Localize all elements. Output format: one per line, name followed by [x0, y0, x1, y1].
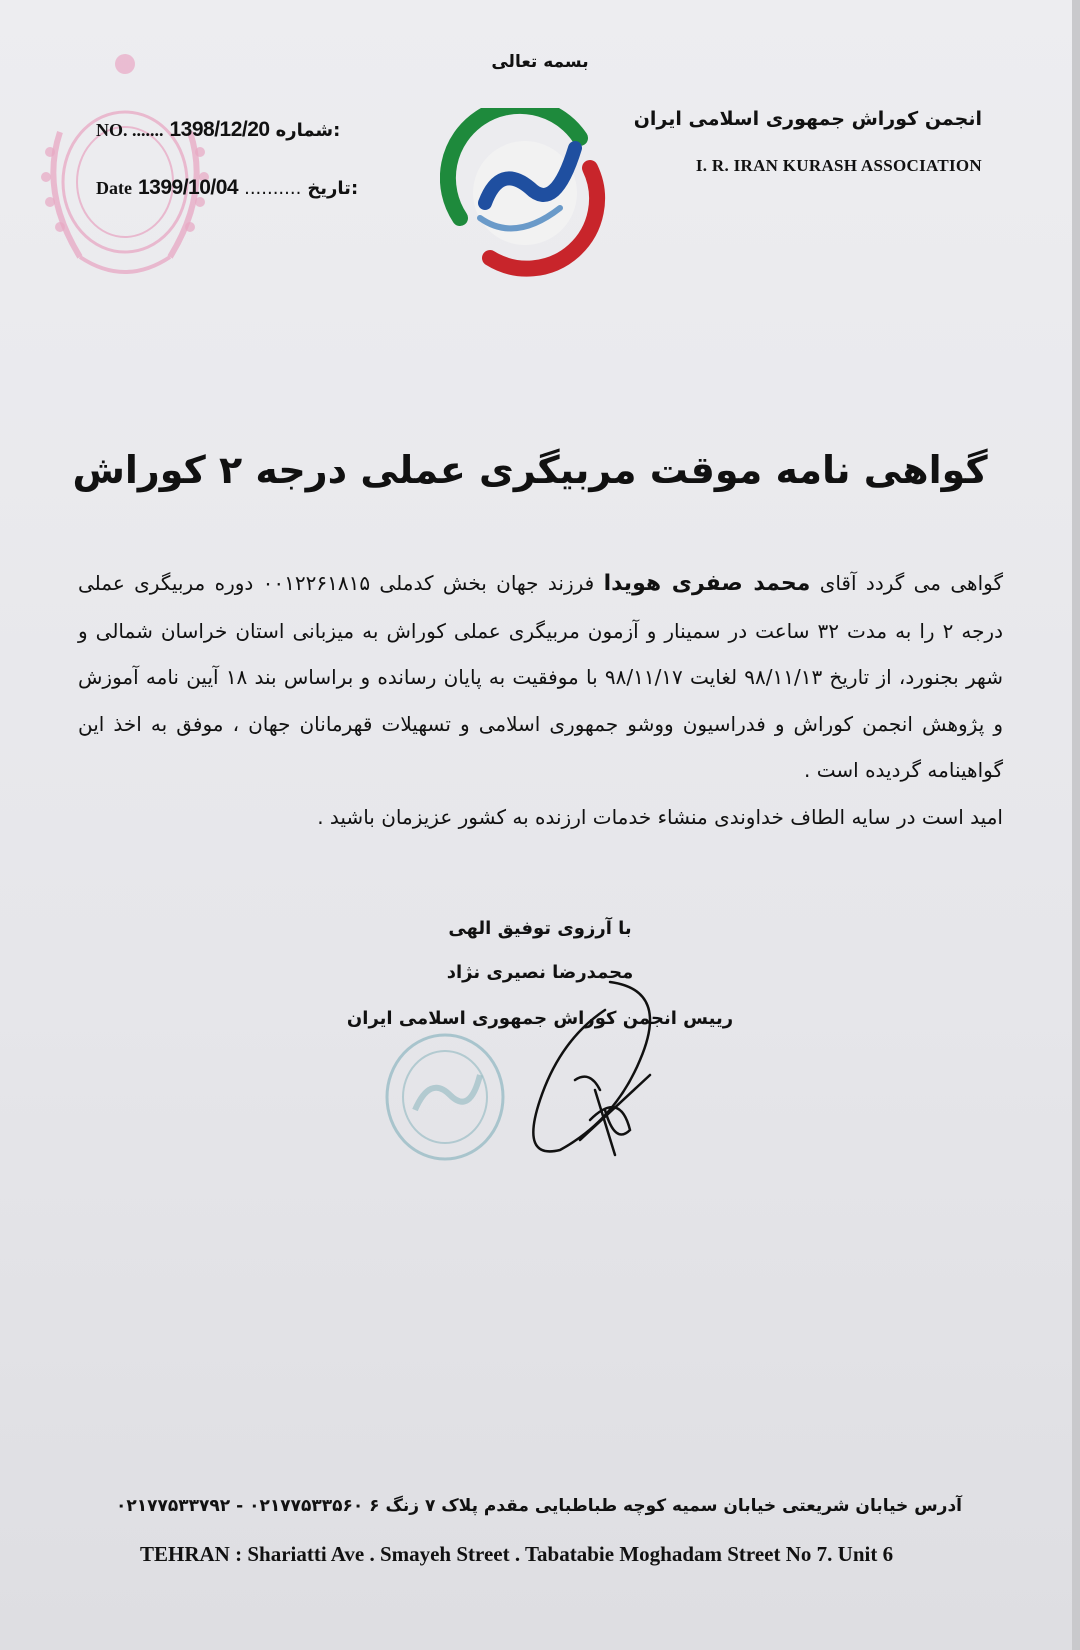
body-paragraph: [78, 560, 1003, 794]
handwritten-signature: [520, 970, 680, 1170]
signer-name: محمدرضا نصیری نژاد: [446, 962, 634, 983]
page-edge: [1072, 0, 1080, 1650]
date-dots: ..........: [244, 178, 302, 199]
recipient-name: محمد صفری هویدا: [603, 571, 811, 596]
body-main-text: فرزند جهان بخش کدملی ۰۰۱۲۲۶۱۸۱۵ دوره مربیگری عملی درجه ۲ را به مدت ۳۲ ساعت در سمینار و آزمون مربیگری عملی کوراش به میزبانی استان خراسان شمالی و شهر بجنورد، از تاریخ ۹۸/۱۱/۱۳ لغایت ۹۸/۱۱/۱۷ با موفقیت به پایان رسانده و براساس بند ۱۸ آیین نامه آموزش و پژوهش انجمن کوراش و فدراسیون ووشو جمهوری اسلامی و تسهیلات قهرمانان جهان ، موفق به اخذ این گواهینامه گردیده است .: [78, 571, 1003, 782]
body-intro: گواهی می گردد آقای: [819, 571, 1004, 595]
signature-wish: با آرزوی توفیق الهی: [448, 918, 632, 939]
number-label-en: NO. .......: [96, 120, 164, 140]
certificate-title: گواهی نامه موقت مربیگری عملی درجه ۲ کوراش: [72, 448, 988, 492]
emblem-seal: [20, 42, 230, 292]
footer-address-en: TEHRAN : Shariatti Ave . Smayeh Street . Tabatabie Moghadam Street No 7. Unit 6: [140, 1542, 894, 1566]
official-stamp: [380, 1030, 510, 1165]
signer-title: رییس انجمن کوراش جمهوری اسلامی ایران: [346, 1008, 734, 1029]
body-closing: امید است در سایه الطاف خداوندی منشاء خدمات ارزنده به کشور عزیزمان باشید .: [317, 804, 1003, 829]
footer-address-fa: آدرس خیابان شریعتی خیابان سمیه کوچه طباطبایی مقدم پلاک ۷ زنگ ۶ ۰۲۱۷۷۵۳۳۵۶۰ - ۰۲۱۷۷۵۳۳۷۹۲: [116, 1496, 962, 1516]
reference-number-row: [96, 118, 366, 142]
number-value: 1398/12/20: [169, 118, 270, 141]
kurash-logo-icon: [440, 108, 610, 278]
date-value: 1399/10/04: [137, 176, 239, 199]
org-name-fa: انجمن کوراش جمهوری اسلامی ایران: [633, 108, 982, 130]
org-name-en: I. R. IRAN KURASH ASSOCIATION: [695, 156, 982, 175]
date-label-en: Date: [96, 178, 132, 198]
number-label-fa: شماره:: [275, 120, 341, 141]
invocation-text: بسمه تعالی: [491, 52, 589, 72]
reference-date-row: [96, 176, 366, 200]
certificate-body: [78, 560, 1003, 840]
date-label-fa: تاریخ:: [307, 178, 359, 199]
